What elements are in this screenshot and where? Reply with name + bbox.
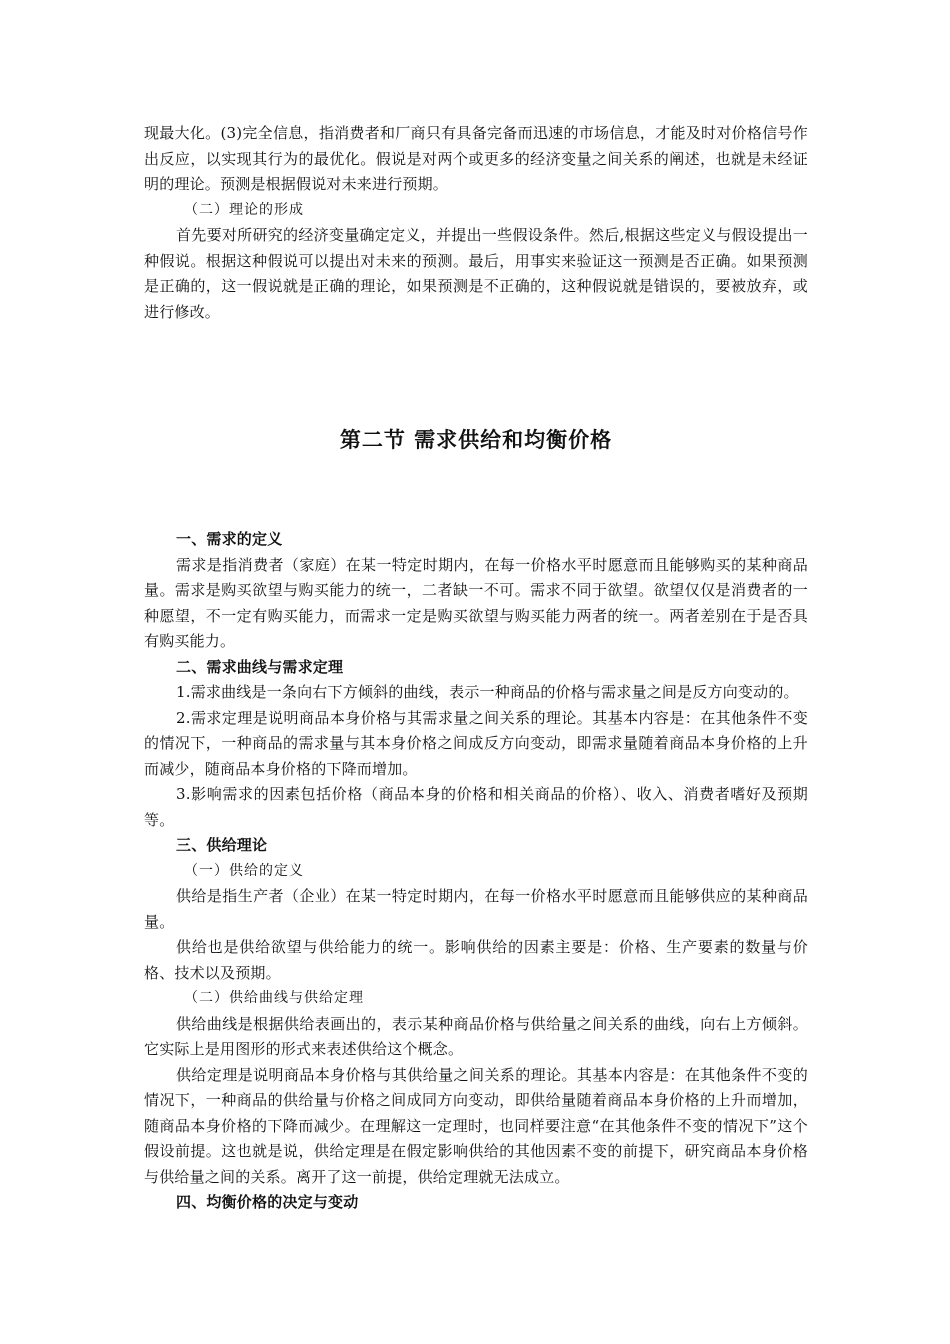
paragraph-supply-definition: 供给是指生产者（企业）在某一特定时期内，在每一价格水平时愿意而且能够供应的某种商品量。 bbox=[144, 887, 808, 931]
sub-heading-theory-formation: （二）理论的形成 bbox=[184, 201, 304, 218]
list-item-demand-curve: 1.需求曲线是一条向右下方倾斜的曲线，表示一种商品的价格与需求量之间是反方向变动的。 bbox=[176, 683, 799, 701]
paragraph-continued: 现最大化。(3)完全信息，指消费者和厂商只有具备完备而迅速的市场信息，才能及时对价格信号作出反应，以实现其行为的最优化。假说是对两个或更多的经济变量之间关系的阐述，也就是未经证明的理论。预测是根据假说对未来进行预期。 bbox=[144, 124, 808, 193]
list-item-demand-factors: 3.影响需求的因素包括价格（商品本身的价格和相关商品的价格）、收入、消费者嗜好及预期等。 bbox=[144, 785, 808, 829]
page-content bbox=[144, 121, 808, 1216]
paragraph-supply-factors: 供给也是供给欲望与供给能力的统一。影响供给的因素主要是：价格、生产要素的数量与价格、技术以及预期。 bbox=[144, 938, 808, 982]
paragraph-theory-formation: 首先要对所研究的经济变量确定定义，并提出一些假设条件。然后,根据这些定义与假设提出一种假说。根据这种假说可以提出对未来的预测。最后，用事实来验证这一预测是否正确。如果预测是正确的，这一假说就是正确的理论，如果预测是不正确的，这种假说就是错误的，要被放弃，或进行修改。 bbox=[144, 226, 808, 321]
heading-demand-curve: 二、需求曲线与需求定理 bbox=[176, 657, 344, 676]
paragraph-demand-definition: 需求是指消费者（家庭）在某一特定时期内，在每一价格水平时愿意而且能够购买的某种商品量。需求是购买欲望与购买能力的统一，二者缺一不可。需求不同于欲望。欲望仅仅是消费者的一种愿望，不一定有购买能力，而需求一定是购买欲望与购买能力两者的统一。两者差别在于是否具有购买能力。 bbox=[144, 555, 808, 650]
sub-heading-supply-curve: （二）供给曲线与供给定理 bbox=[184, 990, 364, 1006]
section-title: 第二节 需求供给和均衡价格 bbox=[339, 427, 613, 452]
heading-supply-theory: 三、供给理论 bbox=[176, 836, 268, 854]
paragraph-supply-law: 供给定理是说明商品本身价格与其供给量之间关系的理论。其基本内容是：在其他条件不变的情况下，一种商品的供给量与价格之间成同方向变动，即供给量随着商品本身价格的上升而增加，随商品本身价格的下降而减少。在理解这一定理时，也同样要注意“在其他条件不变的情况下”这个假设前提。这也就是说，供给定理是在假定影响供给的其他因素不变的前提下，研究商品本身价格与供给量之间的关系。离开了这一前提，供给定理就无法成立。 bbox=[144, 1065, 808, 1186]
sub-heading-supply-definition: （一）供给的定义 bbox=[184, 862, 304, 879]
list-item-demand-law: 2.需求定理是说明商品本身价格与其需求量之间关系的理论。其基本内容是：在其他条件不变的情况下，一种商品的需求量与其本身价格之间成反方向变动，即需求量随着商品本身价格的上升而减少，随商品本身价格的下降而增加。 bbox=[144, 708, 808, 778]
heading-equilibrium-price: 四、均衡价格的决定与变动 bbox=[176, 1193, 359, 1211]
heading-demand-definition: 一、需求的定义 bbox=[176, 530, 283, 548]
paragraph-supply-curve: 供给曲线是根据供给表画出的，表示某种商品价格与供给量之间关系的曲线，向右上方倾斜。它实际上是用图形的形式来表述供给这个概念。 bbox=[144, 1014, 808, 1058]
